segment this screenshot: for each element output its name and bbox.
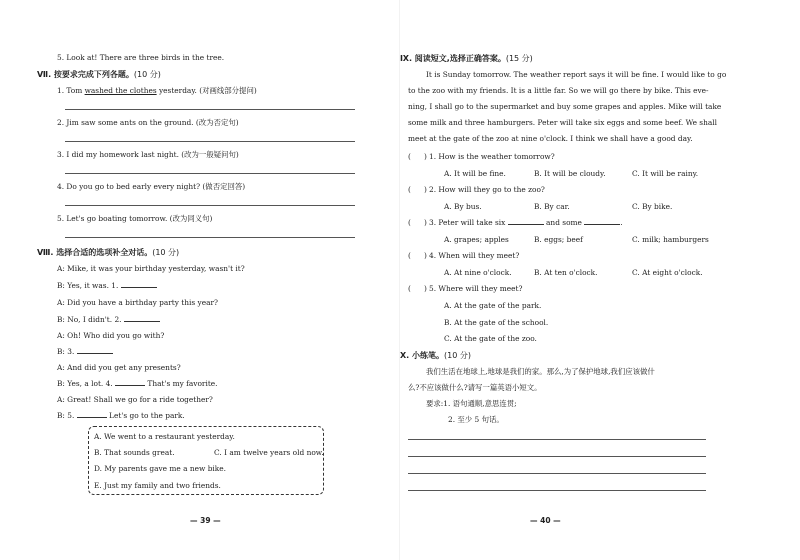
dialogue-line: A: Mike, it was your birthday yesterday, wasn't it?: [57, 264, 245, 273]
passage-line: some milk and three hamburgers. Peter will take six eggs and some beef. We shall: [408, 118, 717, 127]
answer-paren-open: (: [408, 284, 411, 293]
transform-item-5: 5. Let's go boating tomorrow. (改为同义句): [57, 214, 213, 223]
blank-1[interactable]: [121, 287, 157, 288]
item-1-pre: 1. Tom: [57, 86, 85, 95]
q3-blank-1[interactable]: [508, 224, 544, 225]
page-number-40: — 40 —: [530, 516, 561, 525]
page-40: [400, 0, 800, 560]
transform-item-2: 2. Jim saw some ants on the ground. (改为否定句): [57, 118, 239, 127]
q3-text-pre: 3. Peter will take six: [429, 218, 506, 227]
section-9-score: (15 分): [505, 54, 533, 63]
dialogue-line: A: Great! Shall we go for a ride together?: [57, 395, 213, 404]
dialogue-text: B: 5.: [57, 411, 75, 420]
writing-prompt-line-1: 我们生活在地球上,地球是我们的家。那么,为了保护地球,我们应该做什: [426, 367, 655, 376]
item-1-underlined: washed the clothes: [84, 86, 157, 95]
item-1-post: yesterday. (对画线部分提问): [156, 86, 257, 95]
q3-option-b[interactable]: B. eggs; beef: [534, 235, 583, 244]
dialogue-text-end: Let's go to the park.: [109, 411, 185, 420]
dialogue-line: [57, 411, 185, 421]
q3-option-a[interactable]: A. grapes; apples: [444, 235, 509, 244]
dialogue-text: B: No, I didn't. 2.: [57, 315, 122, 324]
q2-option-c[interactable]: C. By bike.: [632, 202, 673, 211]
answer-paren-close: ): [424, 185, 427, 194]
section-10-score: (10 分): [444, 351, 471, 360]
answer-paren-open: (: [408, 218, 411, 227]
reading-question-4: 4. When will they meet?: [429, 251, 520, 260]
answer-paren-close: ): [424, 251, 427, 260]
q3-text-mid: and some: [546, 218, 582, 227]
q5-option-b[interactable]: B. At the gate of the school.: [444, 318, 549, 327]
dialogue-text: B: 3.: [57, 347, 75, 356]
dialogue-text: B: Yes, a lot. 4.: [57, 379, 113, 388]
answer-line-2[interactable]: [65, 141, 355, 142]
dialogue-line: A: Oh! Who did you go with?: [57, 331, 165, 340]
answer-paren-close: ): [424, 284, 427, 293]
section-7-heading: [37, 69, 161, 80]
dialogue-line: A: And did you get any presents?: [57, 363, 181, 372]
writing-line-1[interactable]: [408, 439, 706, 440]
option-d: D. My parents gave me a new bike.: [94, 464, 226, 473]
section-8-score: (10 分): [152, 248, 180, 257]
transform-item-3: 3. I did my homework last night. (改为一般疑问句): [57, 150, 239, 159]
dialogue-line: [57, 379, 218, 389]
answer-line-1[interactable]: [65, 109, 355, 110]
transform-item-4: 4. Do you go to bed early every night? (做否定回答): [57, 182, 246, 191]
q1-option-b[interactable]: B. It will be cloudy.: [534, 169, 606, 178]
blank-2[interactable]: [124, 321, 160, 322]
writing-line-2[interactable]: [408, 456, 706, 457]
dialogue-text: B: Yes, it was. 1.: [57, 281, 119, 290]
dialogue-text-end: That's my favorite.: [147, 379, 218, 388]
q1-option-c[interactable]: C. It will be rainy.: [632, 169, 699, 178]
writing-line-4[interactable]: [408, 490, 706, 491]
transform-item-1: [57, 86, 257, 96]
answer-paren-close: ): [424, 218, 427, 227]
passage-line: It is Sunday tomorrow. The weather report says it will be fine. I would like to go: [426, 70, 727, 79]
writing-requirement-1: 要求:1. 语句通顺,意思连贯;: [426, 399, 517, 408]
reading-question-2: 2. How will they go to the zoo?: [429, 185, 545, 194]
writing-requirement-2: 2. 至少 5 句话。: [448, 415, 504, 424]
answer-paren-open: (: [408, 185, 411, 194]
section-7-title: Ⅶ. 按要求完成下列各题。: [37, 70, 134, 79]
section-9-title: Ⅸ. 阅读短文,选择正确答案。: [400, 54, 506, 63]
reading-question-1: 1. How is the weather tomorrow?: [429, 152, 555, 161]
answer-line-3[interactable]: [65, 173, 355, 174]
q2-option-a[interactable]: A. By bus.: [444, 202, 482, 211]
writing-line-3[interactable]: [408, 473, 706, 474]
passage-line: ning, I shall go to the supermarket and buy some grapes and apples. Mike will take: [408, 102, 722, 111]
option-a: A. We went to a restaurant yesterday.: [94, 432, 235, 441]
answer-paren-close: ): [424, 152, 427, 161]
reading-question-5: 5. Where will they meet?: [429, 284, 523, 293]
dialogue-line: A: Did you have a birthday party this year?: [57, 298, 218, 307]
answer-line-5[interactable]: [65, 237, 355, 238]
q5-option-c[interactable]: C. At the gate of the zoo.: [444, 334, 537, 343]
answer-paren-open: (: [408, 251, 411, 260]
blank-3[interactable]: [77, 353, 113, 354]
q4-option-a[interactable]: A. At nine o'clock.: [444, 268, 512, 277]
section-7-score: (10 分): [133, 70, 161, 79]
section-10-title: Ⅹ. 小练笔。: [400, 351, 444, 360]
passage-line: to the zoo with my friends. It is a little far. So we will go there by bike. This eve-: [408, 86, 709, 95]
q4-option-b[interactable]: B. At ten o'clock.: [534, 268, 598, 277]
writing-prompt-line-2: 么?不应该做什么?请写一篇英语小短文。: [408, 383, 542, 392]
q3-blank-2[interactable]: [584, 224, 620, 225]
blank-5[interactable]: [77, 417, 107, 418]
option-b: B. That sounds great.: [94, 448, 175, 457]
dialogue-line: [57, 315, 160, 325]
dialogue-line: [57, 281, 157, 291]
dialogue-line: [57, 347, 113, 357]
q1-option-a[interactable]: A. It will be fine.: [444, 169, 506, 178]
q5-option-a[interactable]: A. At the gate of the park.: [444, 301, 542, 310]
section-8-title: Ⅷ. 选择合适的选项补全对话。: [37, 248, 153, 257]
option-e: E. Just my family and two friends.: [94, 481, 221, 490]
answer-paren-open: (: [408, 152, 411, 161]
section-10-heading: [400, 350, 471, 361]
answer-line-4[interactable]: [65, 205, 355, 206]
blank-4[interactable]: [115, 385, 145, 386]
section-8-heading: [37, 247, 179, 258]
page-number-39: — 39 —: [190, 516, 221, 525]
section-9-heading: [400, 53, 533, 64]
option-c: C. I am twelve years old now.: [214, 448, 324, 457]
passage-line: meet at the gate of the zoo at nine o'clock. I think we shall have a good day.: [408, 134, 693, 143]
question-5-continued: 5. Look at! There are three birds in the tree.: [57, 53, 225, 62]
q3-option-c[interactable]: C. milk; hamburgers: [632, 235, 709, 244]
q4-option-c[interactable]: C. At eight o'clock.: [632, 268, 703, 277]
q2-option-b[interactable]: B. By car.: [534, 202, 570, 211]
q3-text-end: .: [620, 218, 623, 227]
reading-question-3: [429, 218, 623, 228]
